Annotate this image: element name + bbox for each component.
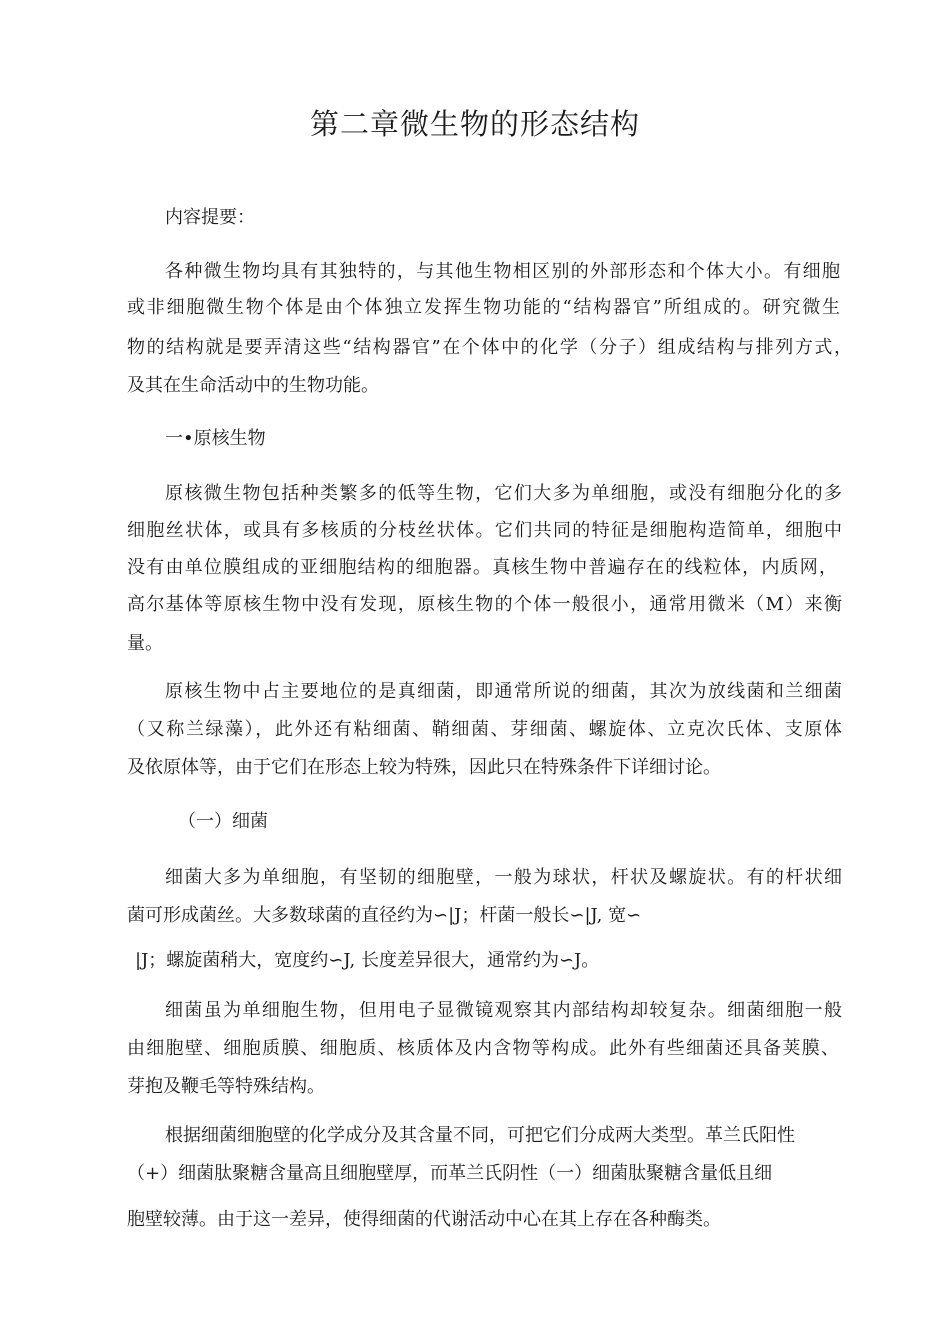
paragraph-line: 胞壁较薄。由于这一差异，使得细菌的代谢活动中心在其上存在各种酶类。 [127, 1209, 721, 1230]
paragraph-line: 菌可形成菌丝。大多数球菌的直径约为∽|J；杆菌一般长∽|J, 宽∽ [127, 905, 642, 926]
paragraph-line: 由细胞壁、细胞质膜、细胞质、核质体及内含物等构成。此外有些细菌还具备荚膜、 [127, 1038, 839, 1059]
section-heading: 一•原核生物 [165, 428, 266, 449]
paragraph-line: 原核生物中占主要地位的是真细菌，即通常所说的细菌，其次为放线菌和兰细菌 [165, 681, 842, 702]
paragraph-line: 或非细胞微生物个体是由个体独立发挥生物功能的“结构器官”所组成的。研究微生 [127, 297, 840, 318]
paragraph-line: （又称兰绿藻），此外还有粘细菌、鞘细菌、芽细菌、螺旋体、立克次氏体、支原体 [127, 719, 842, 740]
paragraph-line: 高尔基体等原核生物中没有发现，原核生物的个体一般很小，通常用微米（M）来衡 [127, 594, 842, 615]
paragraph-line: |J；螺旋菌稍大，宽度约∽J, 长度差异很大，通常约为∽J。 [135, 950, 600, 971]
paragraph-line: 量。 [127, 633, 163, 654]
paragraph-line: 根据细菌细胞壁的化学成分及其含量不同，可把它们分成两大类型。革兰氏阳性 [165, 1125, 795, 1146]
subsection-heading: （一）细菌 [178, 811, 268, 832]
paragraph-line: 芽抱及鞭毛等特殊结构。 [127, 1076, 325, 1097]
paragraph-line: 细菌虽为单细胞生物，但用电子显微镜观察其内部结构却较复杂。细菌细胞一般 [165, 1000, 842, 1021]
paragraph-line: 细胞丝状体，或具有多核质的分枝丝状体。它们共同的特征是细胞构造简单，细胞中 [127, 520, 842, 541]
paragraph-line: 没有由单位膜组成的亚细胞结构的细胞器。真核生物中普遍存在的线粒体，内质网， [127, 557, 837, 578]
paragraph-line: 及其在生命活动中的生物功能。 [127, 375, 379, 396]
paragraph-line: 物的结构就是要弄清这些“结构器官”在个体中的化学（分子）组成结构与排列方式， [127, 337, 852, 358]
summary-label: 内容提要： [165, 207, 255, 228]
chapter-title: 第二章微生物的形态结构 [309, 107, 640, 141]
paragraph-line: （+）细菌肽聚糖含量高且细胞壁厚，而革兰氏阴性（一）细菌肽聚糖含量低且细 [127, 1163, 773, 1184]
paragraph-line: 细菌大多为单细胞，有坚韧的细胞壁，一般为球状，杆状及螺旋状。有的杆状细 [165, 867, 842, 888]
paragraph-line: 及依原体等，由于它们在形态上较为特殊，因此只在特殊条件下详细讨论。 [127, 757, 721, 778]
paragraph-line: 各种微生物均具有其独特的，与其他生物相区别的外部形态和个体大小。有细胞 [165, 261, 840, 282]
paragraph-line: 原核微生物包括种类繁多的低等生物，它们大多为单细胞，或没有细胞分化的多 [165, 483, 842, 504]
